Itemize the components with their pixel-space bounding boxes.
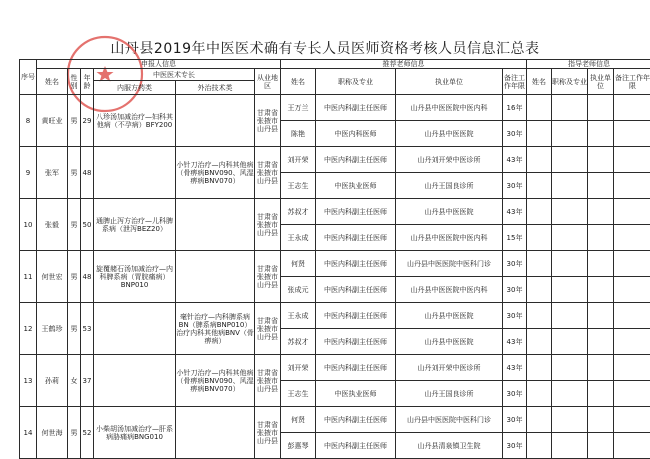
- applicant-name: 黄旺业: [37, 95, 68, 147]
- table-row: [20, 147, 650, 173]
- recommender-name: 王万兰: [281, 95, 316, 121]
- recommender-unit: 山丹县中医医院: [396, 199, 503, 225]
- guide-unit: [588, 147, 614, 173]
- recommender-name: 苏叔才: [281, 329, 316, 355]
- practice-region: 甘肃省张掖市山丹县: [255, 147, 281, 199]
- external-method-cell: [176, 199, 255, 251]
- guide-years: [614, 355, 650, 381]
- guide-years: [614, 225, 650, 251]
- guide-name: [527, 95, 552, 121]
- guide-name: [527, 329, 552, 355]
- guide-title: [552, 355, 588, 381]
- recommender-unit: 山丹王国良诊所: [396, 173, 503, 199]
- row-seq: 9: [20, 147, 37, 199]
- table-row: [20, 251, 650, 277]
- recommender-years: 16年: [503, 95, 527, 121]
- recommender-years: 43年: [503, 355, 527, 381]
- applicant-name: 孙莉: [37, 355, 68, 407]
- guide-unit: [588, 407, 614, 433]
- guide-title: [552, 173, 588, 199]
- applicant-gender: 男: [68, 251, 81, 303]
- guide-years: [614, 95, 650, 121]
- header-guide-title: 职称及专业: [552, 69, 588, 95]
- guide-name: [527, 225, 552, 251]
- applicant-age: 50: [81, 199, 94, 251]
- table-row: [20, 95, 650, 121]
- header-applicant-group: 申报人信息: [37, 60, 281, 69]
- row-seq: 12: [20, 303, 37, 355]
- applicant-gender: 男: [68, 407, 81, 459]
- document-title: 山丹县2019年中医医术确有专长人员医师资格考核人员信息汇总表: [110, 41, 540, 57]
- guide-title: [552, 303, 588, 329]
- header-guide-unit: 执业单位: [588, 69, 614, 95]
- recommender-years: 30年: [503, 303, 527, 329]
- guide-title: [552, 199, 588, 225]
- row-seq: 10: [20, 199, 37, 251]
- applicant-age: 48: [81, 251, 94, 303]
- internal-method-cell: 小柴胡汤加减治疗—肝系病胁痛病BNG010: [94, 407, 176, 459]
- header-internal-method: 内服方药类: [94, 81, 176, 95]
- guide-name: [527, 407, 552, 433]
- guide-name: [527, 173, 552, 199]
- guide-title: [552, 95, 588, 121]
- recommender-name: 王志生: [281, 173, 316, 199]
- recommender-unit: 山丹县中医医院中医内科: [396, 225, 503, 251]
- guide-title: [552, 381, 588, 407]
- guide-name: [527, 199, 552, 225]
- applicant-name: 张军: [37, 147, 68, 199]
- internal-method-cell: [94, 303, 176, 355]
- recommender-name: 张成元: [281, 277, 316, 303]
- guide-unit: [588, 251, 614, 277]
- recommender-unit: 山丹王国良诊所: [396, 381, 503, 407]
- recommender-years: 30年: [503, 121, 527, 147]
- internal-method-cell: [94, 355, 176, 407]
- applicant-name: 何世海: [37, 407, 68, 459]
- recommender-title: 中医内科副主任医师: [316, 303, 396, 329]
- guide-title: [552, 225, 588, 251]
- applicant-age: 37: [81, 355, 94, 407]
- external-method-cell: 小针刀治疗—内科其他病（骨痹病BNV090、风湿痹病BNV070）: [176, 147, 255, 199]
- recommender-title: 中医内科副主任医师: [316, 329, 396, 355]
- header-region: 从业地区: [255, 69, 281, 95]
- recommender-title: 中医执业医师: [316, 173, 396, 199]
- header-gender: 性别: [68, 69, 81, 95]
- practice-region: 甘肃省张掖市山丹县: [255, 303, 281, 355]
- table-row: [20, 303, 650, 329]
- guide-name: [527, 251, 552, 277]
- guide-title: [552, 407, 588, 433]
- internal-method-cell: [94, 147, 176, 199]
- recommender-years: 30年: [503, 433, 527, 459]
- external-method-cell: [176, 251, 255, 303]
- recommender-unit: 山丹县中医医院中医内科: [396, 277, 503, 303]
- guide-years: [614, 277, 650, 303]
- header-guide-years: 备注工作年限: [614, 69, 650, 95]
- guide-years: [614, 147, 650, 173]
- guide-years: [614, 433, 650, 459]
- recommender-unit: 山丹县中医医院: [396, 329, 503, 355]
- recommender-title: 中医内科医师: [316, 121, 396, 147]
- recommender-title: 中医内科副主任医师: [316, 251, 396, 277]
- header-recommender-group: 推荐老师信息: [281, 60, 527, 69]
- guide-name: [527, 121, 552, 147]
- guide-unit: [588, 225, 614, 251]
- header-external-method: 外治技术类: [176, 81, 255, 95]
- recommender-unit: 山丹刘开荣中医诊所: [396, 147, 503, 173]
- recommender-title: 中医内科副主任医师: [316, 199, 396, 225]
- external-method-cell: 小针刀治疗—内科其他病（骨痹病BNV090、风湿痹病BNV070）: [176, 355, 255, 407]
- recommender-unit: 山丹县中医医院中医内科: [396, 95, 503, 121]
- header-guide-name: 姓名: [527, 69, 552, 95]
- internal-method-cell: 通脾止泻方治疗—儿科脾系病（泄泻BEZ20）: [94, 199, 176, 251]
- recommender-title: 中医内科副主任医师: [316, 407, 396, 433]
- external-method-cell: [176, 95, 255, 147]
- recommender-name: 苏叔才: [281, 199, 316, 225]
- practice-region: 甘肃省张掖市山丹县: [255, 355, 281, 407]
- applicant-name: 何世宏: [37, 251, 68, 303]
- external-method-cell: [176, 407, 255, 459]
- recommender-name: 刘开荣: [281, 147, 316, 173]
- applicant-gender: 男: [68, 95, 81, 147]
- table-row: [20, 355, 650, 381]
- practice-region: 甘肃省张掖市山丹县: [255, 251, 281, 303]
- guide-unit: [588, 433, 614, 459]
- header-rec-unit: 执业单位: [396, 69, 503, 95]
- internal-method-cell: 旋覆赭石汤加减治疗—内科脾系病（胃脘痛病）BNP010: [94, 251, 176, 303]
- recommender-title: 中医内科副主任医师: [316, 95, 396, 121]
- recommender-title: 中医内科副主任医师: [316, 433, 396, 459]
- guide-name: [527, 355, 552, 381]
- header-specialty-group: 中医医术专长: [94, 69, 255, 81]
- guide-unit: [588, 173, 614, 199]
- recommender-title: 中医执业医师: [316, 381, 396, 407]
- table-row: [20, 407, 650, 433]
- recommender-years: 30年: [503, 277, 527, 303]
- row-seq: 11: [20, 251, 37, 303]
- guide-unit: [588, 329, 614, 355]
- guide-years: [614, 199, 650, 225]
- guide-name: [527, 433, 552, 459]
- guide-years: [614, 303, 650, 329]
- recommender-unit: 山丹县清泉镇卫生院: [396, 433, 503, 459]
- applicant-gender: 男: [68, 199, 81, 251]
- row-seq: 14: [20, 407, 37, 459]
- recommender-years: 43年: [503, 147, 527, 173]
- recommender-name: 彭惠琴: [281, 433, 316, 459]
- practice-region: 甘肃省张掖市山丹县: [255, 95, 281, 147]
- header-age: 年龄: [81, 69, 94, 95]
- recommender-unit: 山丹县中医医院中医科门诊: [396, 251, 503, 277]
- applicant-gender: 女: [68, 355, 81, 407]
- recommender-unit: 山丹县中医医院中医科门诊: [396, 407, 503, 433]
- guide-name: [527, 147, 552, 173]
- header-seq: 序号: [20, 60, 37, 95]
- guide-years: [614, 407, 650, 433]
- external-method-cell: 毫针治疗—内科脾系病BN（脾系病BNP010）治疗内科其他病BNV（骨痹病）: [176, 303, 255, 355]
- recommender-name: 何贤: [281, 407, 316, 433]
- applicant-age: 29: [81, 95, 94, 147]
- internal-method-cell: 八珍汤加减治疗—妇科其他病（不孕病）BFY200: [94, 95, 176, 147]
- table-row: [20, 199, 650, 225]
- recommender-unit: 山丹刘开荣中医诊所: [396, 355, 503, 381]
- recommender-years: 30年: [503, 251, 527, 277]
- recommender-title: 中医内科副主任医师: [316, 225, 396, 251]
- applicant-age: 52: [81, 407, 94, 459]
- guide-years: [614, 381, 650, 407]
- header-name: 姓名: [37, 69, 68, 95]
- header-guide-group: 指导老师信息: [527, 60, 650, 69]
- guide-title: [552, 329, 588, 355]
- header-rec-name: 姓名: [281, 69, 316, 95]
- guide-name: [527, 303, 552, 329]
- guide-unit: [588, 277, 614, 303]
- applicant-name: 王鹤珍: [37, 303, 68, 355]
- guide-years: [614, 329, 650, 355]
- guide-name: [527, 277, 552, 303]
- applicant-name: 张毅: [37, 199, 68, 251]
- recommender-unit: 山丹县中医医院: [396, 121, 503, 147]
- guide-unit: [588, 381, 614, 407]
- guide-unit: [588, 303, 614, 329]
- recommender-name: 王永成: [281, 303, 316, 329]
- recommender-years: 30年: [503, 173, 527, 199]
- recommender-name: 陈艳: [281, 121, 316, 147]
- guide-title: [552, 147, 588, 173]
- guide-unit: [588, 355, 614, 381]
- guide-years: [614, 251, 650, 277]
- header-rec-title: 职称及专业: [316, 69, 396, 95]
- applicant-age: 53: [81, 303, 94, 355]
- recommender-years: 30年: [503, 381, 527, 407]
- guide-years: [614, 121, 650, 147]
- recommender-years: 30年: [503, 407, 527, 433]
- recommender-title: 中医内科副主任医师: [316, 277, 396, 303]
- personnel-summary-table: [19, 59, 650, 459]
- guide-name: [527, 381, 552, 407]
- applicant-age: 48: [81, 147, 94, 199]
- practice-region: 甘肃省张掖市山丹县: [255, 199, 281, 251]
- row-seq: 8: [20, 95, 37, 147]
- guide-unit: [588, 199, 614, 225]
- recommender-title: 中医内科副主任医师: [316, 355, 396, 381]
- guide-title: [552, 277, 588, 303]
- recommender-unit: 山丹县中医医院: [396, 303, 503, 329]
- row-seq: 13: [20, 355, 37, 407]
- recommender-name: 何贤: [281, 251, 316, 277]
- recommender-name: 王志生: [281, 381, 316, 407]
- guide-unit: [588, 95, 614, 121]
- header-rec-years: 备注工作年限: [503, 69, 527, 95]
- recommender-title: 中医内科副主任医师: [316, 147, 396, 173]
- guide-title: [552, 121, 588, 147]
- guide-unit: [588, 121, 614, 147]
- guide-title: [552, 433, 588, 459]
- recommender-years: 15年: [503, 225, 527, 251]
- recommender-name: 王永成: [281, 225, 316, 251]
- recommender-years: 43年: [503, 199, 527, 225]
- practice-region: 甘肃省张掖市山丹县: [255, 407, 281, 459]
- recommender-years: 43年: [503, 329, 527, 355]
- recommender-name: 刘开荣: [281, 355, 316, 381]
- guide-years: [614, 173, 650, 199]
- guide-title: [552, 251, 588, 277]
- applicant-gender: 男: [68, 303, 81, 355]
- applicant-gender: 男: [68, 147, 81, 199]
